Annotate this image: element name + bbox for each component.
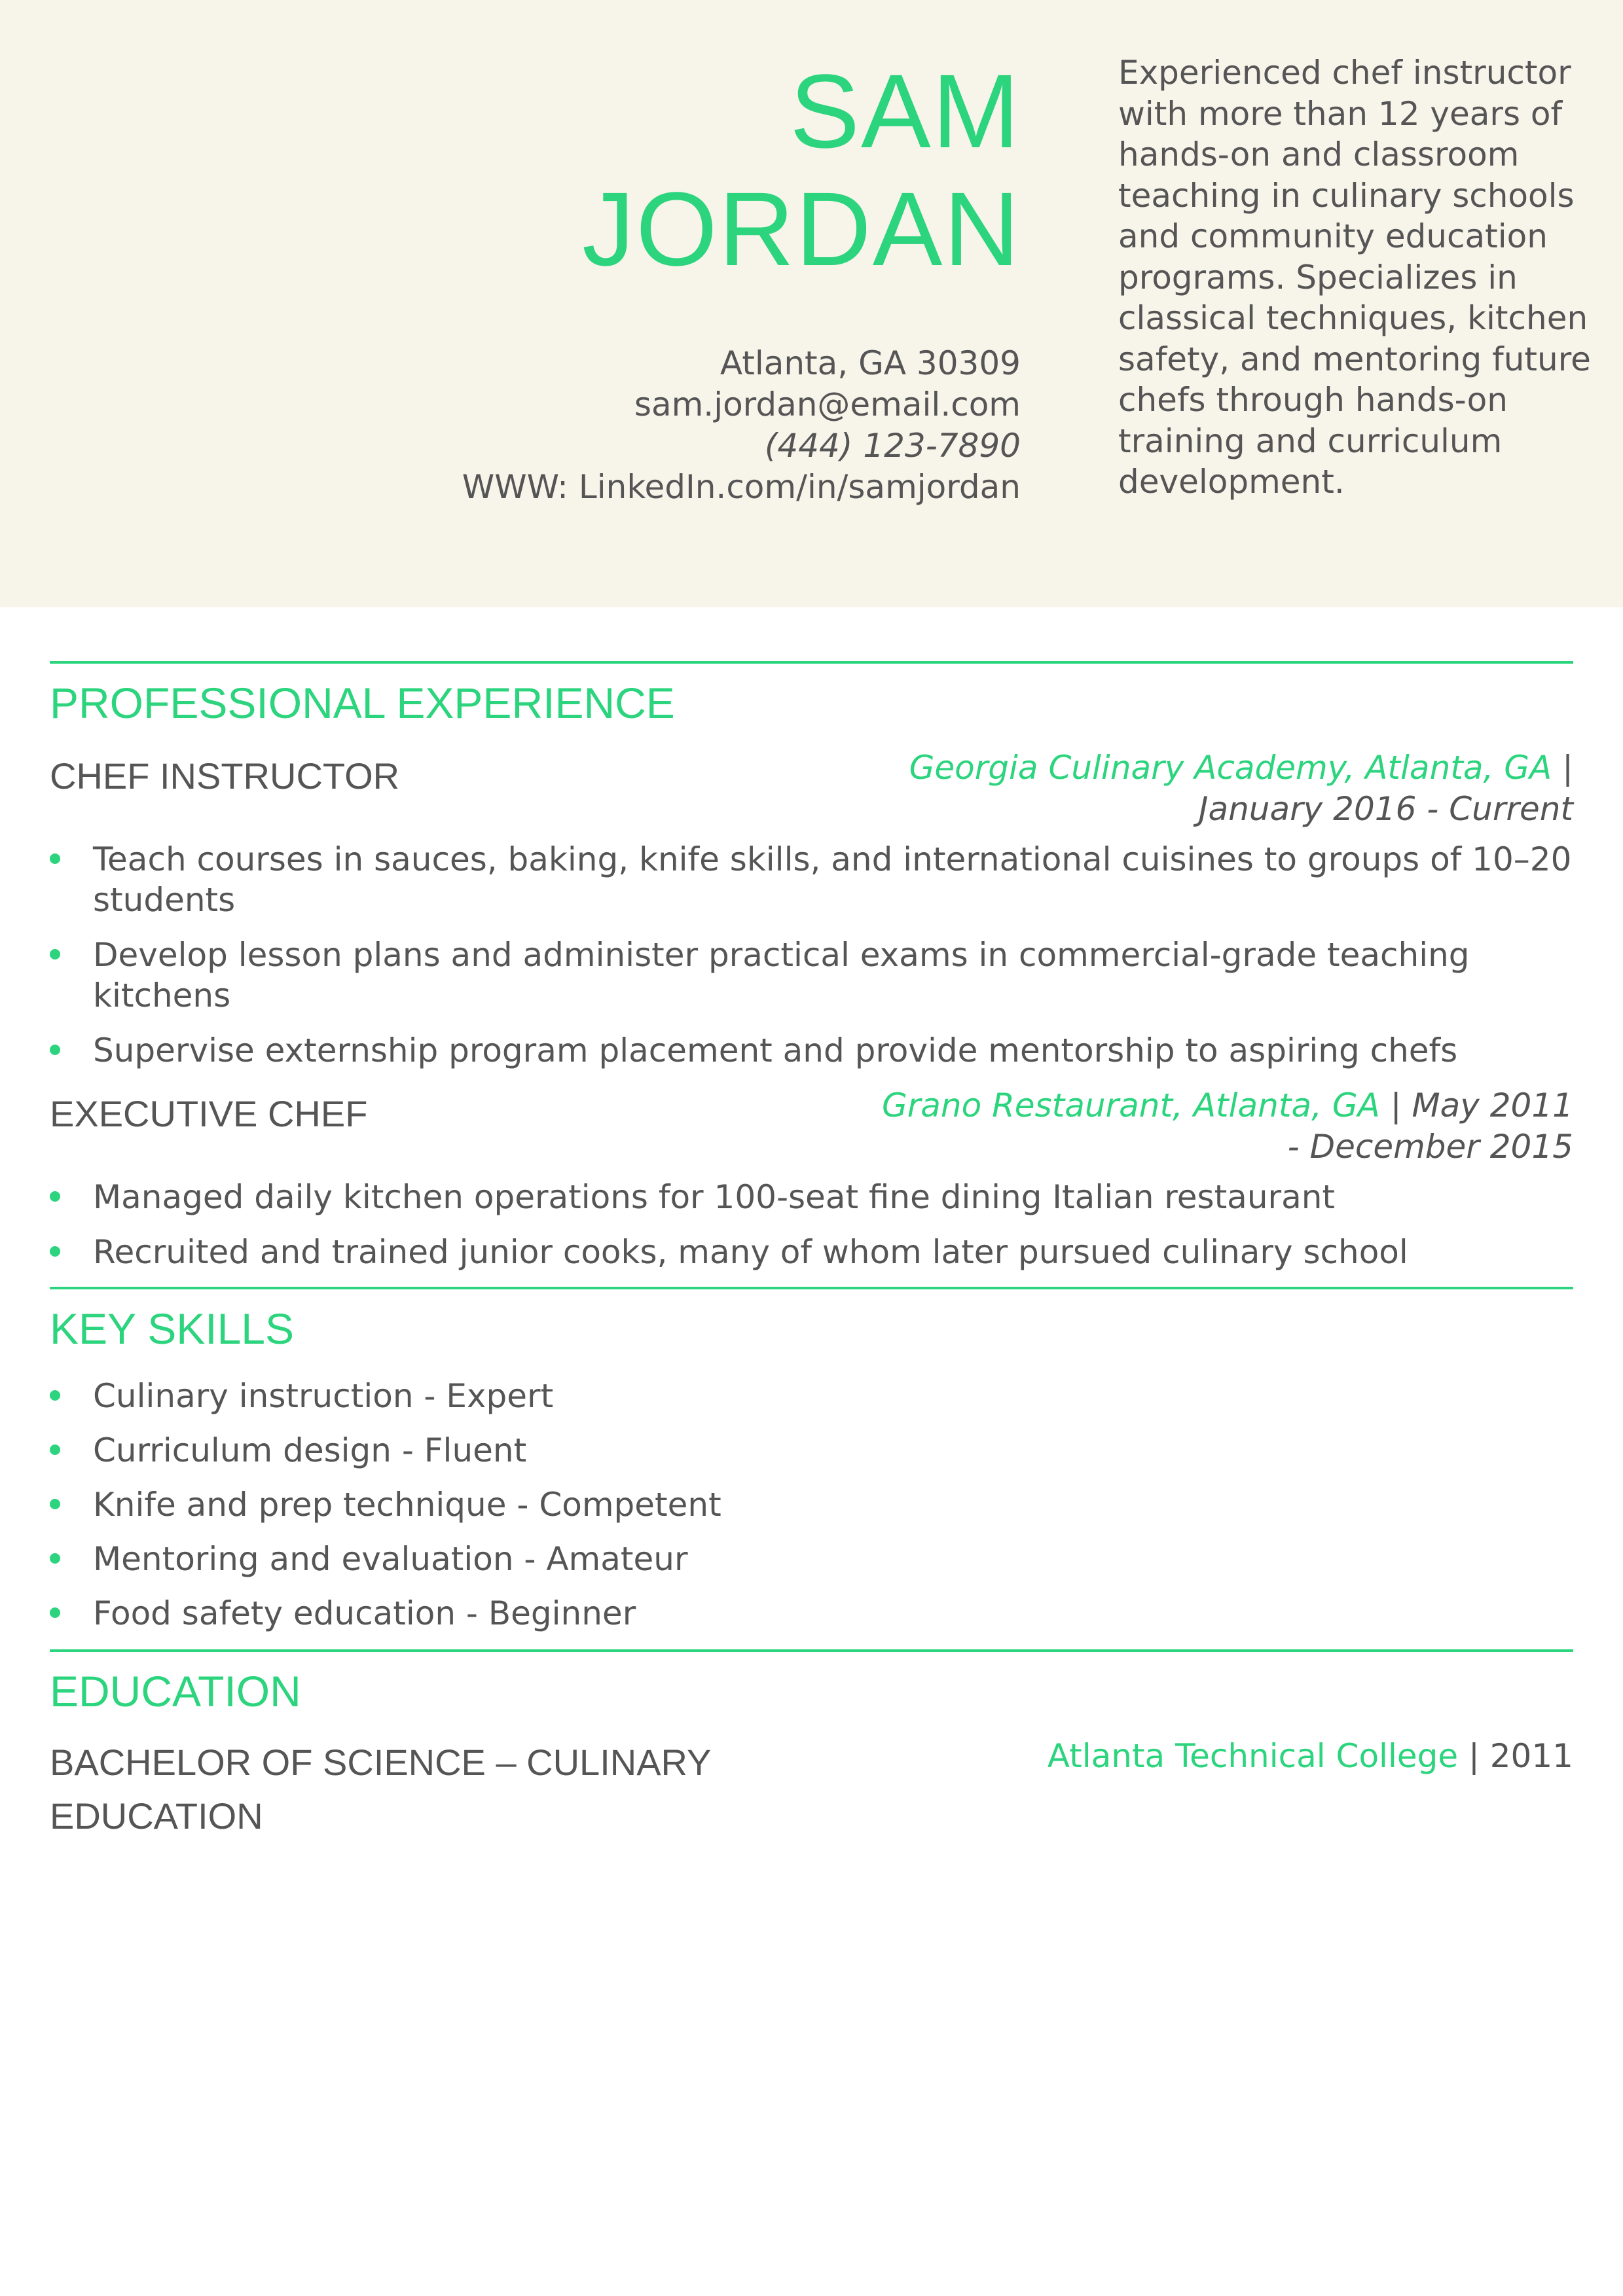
job-organization: Grano Restaurant, Atlanta, GA [881, 1086, 1380, 1124]
address: Atlanta, GA 30309 [720, 344, 1021, 382]
bullet-icon [50, 1444, 60, 1455]
job-header [50, 747, 1573, 830]
list-item [50, 1232, 1573, 1272]
resume-body [50, 661, 1573, 1843]
bullet-icon [50, 1045, 60, 1055]
job-meta [866, 1085, 1573, 1168]
education-meta [1048, 1736, 1573, 1777]
list-item [50, 935, 1573, 1016]
bullet-text: Supervise externship program placement and provide mentorship to aspiring chefs [93, 1031, 1458, 1069]
skill-text: Mentoring and evaluation - Amateur [93, 1540, 688, 1578]
first-name: SAM [790, 52, 1021, 170]
website: WWW: LinkedIn.com/in/samjordan [462, 468, 1021, 506]
graduation-year: 2011 [1489, 1737, 1573, 1775]
bullet-icon [50, 949, 60, 960]
meta-separator: | [1458, 1737, 1490, 1775]
contact-info [431, 343, 1021, 508]
skill-text: Food safety education - Beginner [93, 1594, 636, 1632]
list-item [50, 1593, 1573, 1634]
list-item [50, 1539, 1573, 1579]
job-dates: January 2016 - Current [1198, 790, 1573, 828]
section-divider [50, 661, 1573, 664]
job-dates: May 2011 - December 2015 [1287, 1086, 1573, 1166]
skill-text: Knife and prep technique - Competent [93, 1486, 721, 1524]
phone: (444) 123-7890 [764, 427, 1021, 465]
job-organization: Georgia Culinary Academy, Atlanta, GA [909, 749, 1552, 787]
bullet-icon [50, 1246, 60, 1257]
job-bullets [50, 1177, 1573, 1272]
meta-separator: | [1552, 749, 1573, 787]
skill-text: Culinary instruction - Expert [93, 1377, 554, 1415]
resume-header [0, 0, 1623, 607]
skills-list [50, 1376, 1573, 1634]
job-entry [50, 747, 1573, 1071]
bullet-icon [50, 1553, 60, 1564]
list-item [50, 1177, 1573, 1217]
list-item [50, 839, 1573, 920]
candidate-name [431, 52, 1021, 288]
list-item [50, 1484, 1573, 1525]
experience-heading: PROFESSIONAL EXPERIENCE [50, 679, 675, 727]
education-heading: EDUCATION [50, 1667, 301, 1715]
education-section [50, 1649, 1573, 1843]
bullet-text: Recruited and trained junior cooks, many of whom later pursued culinary school [93, 1233, 1408, 1271]
bullet-icon [50, 1390, 60, 1401]
experience-section [50, 661, 1573, 1272]
degree-title: BACHELOR OF SCIENCE – CULINARY EDUCATION [50, 1742, 711, 1837]
meta-separator: | [1379, 1086, 1412, 1124]
bullet-icon [50, 853, 60, 864]
job-meta [847, 747, 1573, 830]
profile-summary: Experienced chef instructor with more than 12 years of hands-on and classroom teaching in culinary schools and community education programs. Specializes in classical techniques, kitchen safety, and mentoring future chefs through hands-on training and curriculum development. [1118, 54, 1591, 501]
list-item [50, 1430, 1573, 1471]
bullet-icon [50, 1191, 60, 1202]
bullet-text: Develop lesson plans and administer practical exams in commercial-grade teaching kitchens [93, 936, 1470, 1014]
section-divider [50, 1287, 1573, 1289]
skills-section [50, 1287, 1573, 1634]
list-item [50, 1376, 1573, 1416]
skill-text: Curriculum design - Fluent [93, 1431, 527, 1469]
bullet-icon [50, 1607, 60, 1618]
job-bullets [50, 839, 1573, 1071]
email: sam.jordan@email.com [634, 386, 1021, 423]
job-title: EXECUTIVE CHEF [50, 1093, 368, 1134]
school-name: Atlanta Technical College [1047, 1737, 1459, 1775]
last-name: JORDAN [582, 170, 1021, 287]
section-divider [50, 1649, 1573, 1652]
skills-heading: KEY SKILLS [50, 1304, 295, 1353]
job-title: CHEF INSTRUCTOR [50, 755, 400, 797]
list-item [50, 1030, 1573, 1071]
bullet-text: Managed daily kitchen operations for 100-seat fine dining Italian restaurant [93, 1178, 1335, 1216]
education-entry [50, 1736, 1573, 1843]
job-entry [50, 1085, 1573, 1272]
bullet-icon [50, 1499, 60, 1509]
bullet-text: Teach courses in sauces, baking, knife skills, and international cuisines to groups of 10–20 students [93, 840, 1572, 919]
job-header [50, 1085, 1573, 1168]
